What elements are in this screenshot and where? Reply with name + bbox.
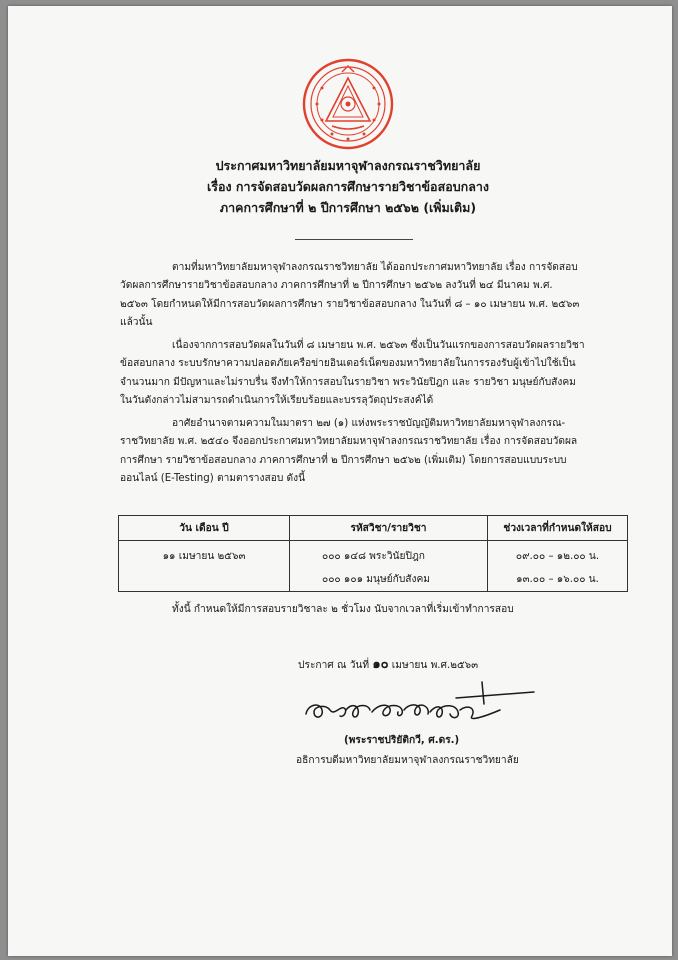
doc-title-line1: ประกาศมหาวิทยาลัยมหาจุฬาลงกรณราชวิทยาลัย — [215, 158, 481, 173]
paragraph-3-line: การศึกษา รายวิชาข้อสอบกลาง ภาคการศึกษาที่ ๒ ปีการศึกษา ๒๕๖๒ (เพิ่มเติม) โดยการสอบแบบระบบ — [120, 454, 567, 466]
header-subject: รหัสวิชา/รายวิชา — [290, 516, 488, 541]
signature-image — [300, 676, 536, 734]
paragraph-2-line: ข้อสอบกลาง ระบบรักษาความปลอดภัยเครือข่ายอินเตอร์เน็ตของมหาวิทยาลัยในการรองรับผู้เข้าไปใช้เป็น — [120, 358, 576, 370]
paragraph-2 — [120, 337, 625, 411]
announce-prefix: ประกาศ ณ วันที่ — [298, 660, 370, 671]
subject-item: ๐๐๐ ๑๐๑ มนุษย์กับสังคม — [322, 574, 431, 585]
exam-schedule-table — [118, 515, 628, 592]
paragraph-3-line: ราชวิทยาลัย พ.ศ. ๒๕๔๐ จึงออกประกาศมหาวิทยาลัยมหาจุฬาลงกรณราชวิทยาลัย เรื่อง การจัดสอบวัดผล — [120, 436, 578, 448]
paragraph-1 — [120, 259, 625, 333]
time-slot: ๐๙.๐๐ – ๑๒.๐๐ น. — [515, 551, 600, 562]
paragraph-3 — [120, 415, 625, 489]
exam-date: ๑๑ เมษายน ๒๕๖๓ — [162, 551, 246, 562]
paragraph-3-line: อาศัยอำนาจตามความในมาตรา ๒๗ (๑) แห่งพระราชบัญญัติมหาวิทยาลัยมหาจุฬาลงกรณ- — [172, 418, 566, 429]
document-page — [8, 6, 672, 956]
cell-times — [488, 541, 628, 592]
cell-date — [119, 541, 290, 592]
doc-title-line3: ภาคการศึกษาที่ ๒ ปีการศึกษา ๒๕๖๒ (เพิ่มเติม) — [219, 200, 477, 215]
paragraph-1-line: แล้วนั้น — [120, 317, 153, 329]
time-slot: ๑๓.๐๐ – ๑๖.๐๐ น. — [516, 574, 599, 585]
announce-date — [298, 656, 478, 675]
closing-statement: ทั้งนี้ กำหนดให้มีการสอบรายวิชาละ ๒ ชั่วโมง นับจากเวลาที่เริ่มเข้าทำการสอบ — [172, 604, 514, 615]
table-header-row — [119, 516, 628, 541]
announce-day: ๑๐ — [372, 657, 389, 672]
signer-name: (พระราชปริยัติกวี, ศ.ดร.) — [344, 735, 460, 746]
header-date: วัน เดือน ปี — [119, 516, 290, 541]
paragraph-2-line: จำนวนมาก มีปัญหาและไม่ราบรื่น จึงทำให้การสอบในรายวิชา พระวินัยปิฎก และ รายวิชา มนุษย์กับสังคม — [120, 376, 576, 388]
subject-item: ๐๐๐ ๑๔๘ พระวินัยปิฎก — [322, 551, 425, 562]
paragraph-2-line: เนื่องจากการสอบวัดผลในวันที่ ๘ เมษายน พ.ศ. ๒๕๖๓ ซึ่งเป็นวันแรกของการสอบวัดผลรายวิชา — [172, 340, 585, 351]
doc-title-line2: เรื่อง การจัดสอบวัดผลการศึกษารายวิชาข้อสอบกลาง — [206, 179, 489, 194]
paragraph-3-line: ออนไลน์ (E-Testing) ตามตารางสอบ ดังนี้ — [120, 473, 306, 485]
paragraph-2-line: ในวันดังกล่าวไม่สามารถดำเนินการให้เรียบร้อยและบรรลุวัตถุประสงค์ได้ — [120, 395, 434, 407]
table-row — [119, 541, 628, 592]
announce-suffix: เมษายน พ.ศ.๒๕๖๓ — [391, 660, 479, 671]
cell-subjects — [290, 541, 488, 592]
header-time: ช่วงเวลาที่กำหนดให้สอบ — [488, 516, 628, 541]
title-divider — [295, 239, 413, 240]
paragraph-1-line: วัดผลการศึกษารายวิชาข้อสอบกลาง ภาคการศึกษาที่ ๒ ปีการศึกษา ๒๕๖๒ ลงวันที่ ๒๔ มีนาคม พ.ศ. — [120, 280, 553, 292]
paragraph-1-line: ตามที่มหาวิทยาลัยมหาจุฬาลงกรณราชวิทยาลัย ได้ออกประกาศมหาวิทยาลัย เรื่อง การจัดสอบ — [172, 262, 578, 273]
paragraph-1-line: ๒๕๖๓ โดยกำหนดให้มีการสอบวัดผลการศึกษา รายวิชาข้อสอบกลาง ในวันที่ ๘ – ๑๐ เมษายน พ.ศ. ๒๕๖๓ — [120, 298, 580, 310]
signer-title: อธิการบดีมหาวิทยาลัยมหาจุฬาลงกรณราชวิทยาลัย — [296, 755, 519, 766]
university-seal-icon — [302, 58, 394, 150]
